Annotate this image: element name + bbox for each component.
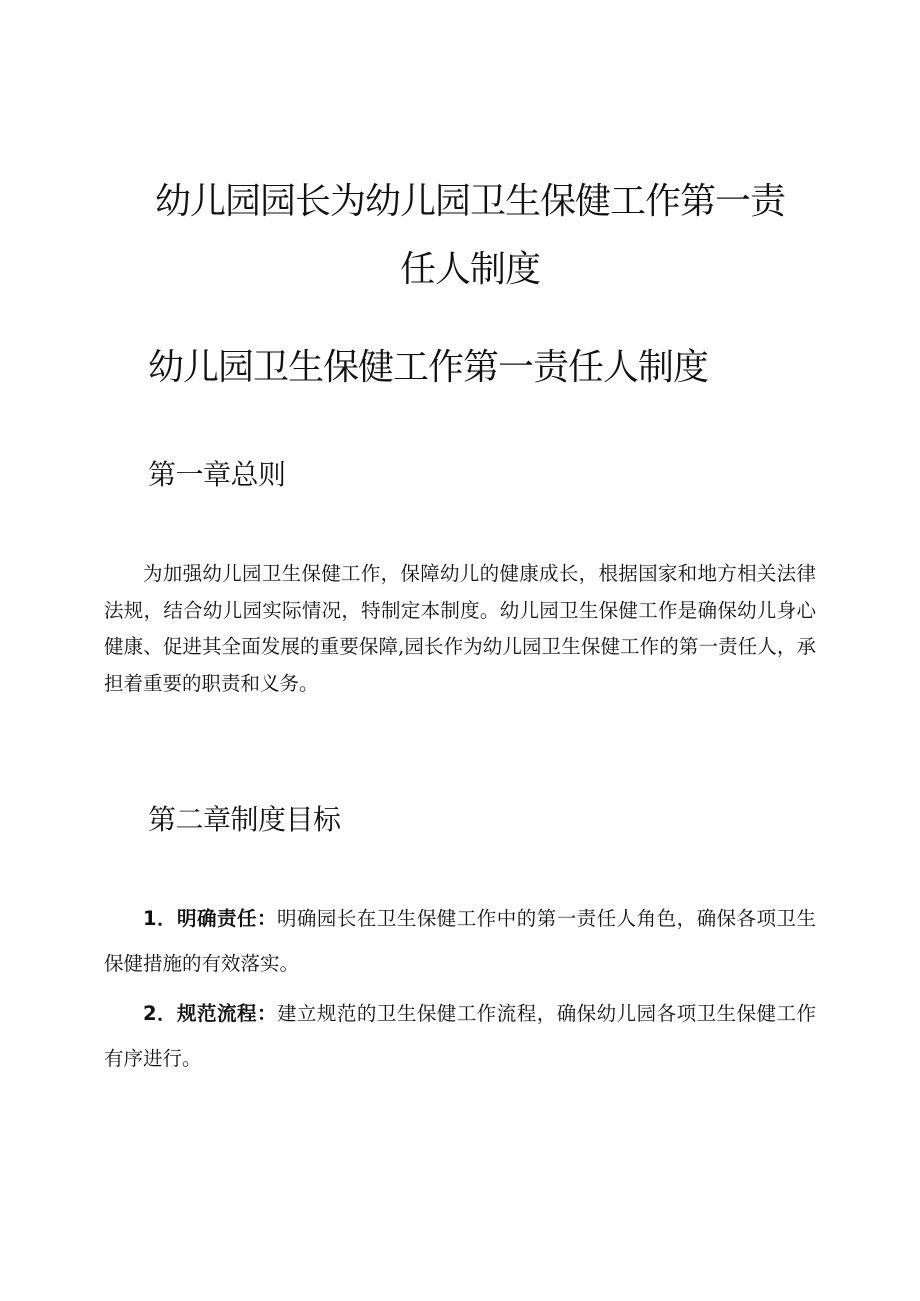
document-subtitle: 幼儿园卫生保健工作第一责任人制度 (148, 347, 709, 388)
document-title (130, 168, 810, 304)
goal-item-2 (104, 991, 816, 1081)
chapter-1-heading: 第一章总则 (148, 458, 286, 491)
goal-item-1 (104, 896, 816, 986)
goal-item-2-label: 规范流程： (177, 1002, 277, 1025)
goal-item-2-number: 2． (143, 1002, 178, 1025)
goal-item-1-text: 明确园长在卫生保健工作中的第一责任人角色，确保各项卫生保健措施的有效落实。 (104, 907, 816, 975)
chapter-1-paragraph: 为加强幼儿园卫生保健工作，保障幼儿的健康成长，根据国家和地方相关法律法规，结合幼儿园实际情况，特制定本制度。幼儿园卫生保健工作是确保幼儿身心健康、促进其全面发展的重要保障,园长作为幼儿园卫生保健工作的第一责任人，承担着重要的职责和义务。 (104, 562, 816, 695)
goal-item-1-number: 1． (143, 907, 178, 930)
chapter-2-heading: 第二章制度目标 (148, 803, 341, 836)
goal-item-1-label: 明确责任： (177, 907, 277, 930)
goal-item-2-text: 建立规范的卫生保健工作流程，确保幼儿园各项卫生保健工作有序进行。 (104, 1002, 816, 1070)
document-title-line-2: 任人制度 (399, 249, 540, 290)
document-title-line-1: 幼儿园园长为幼儿园卫生保健工作第一责 (154, 181, 785, 222)
